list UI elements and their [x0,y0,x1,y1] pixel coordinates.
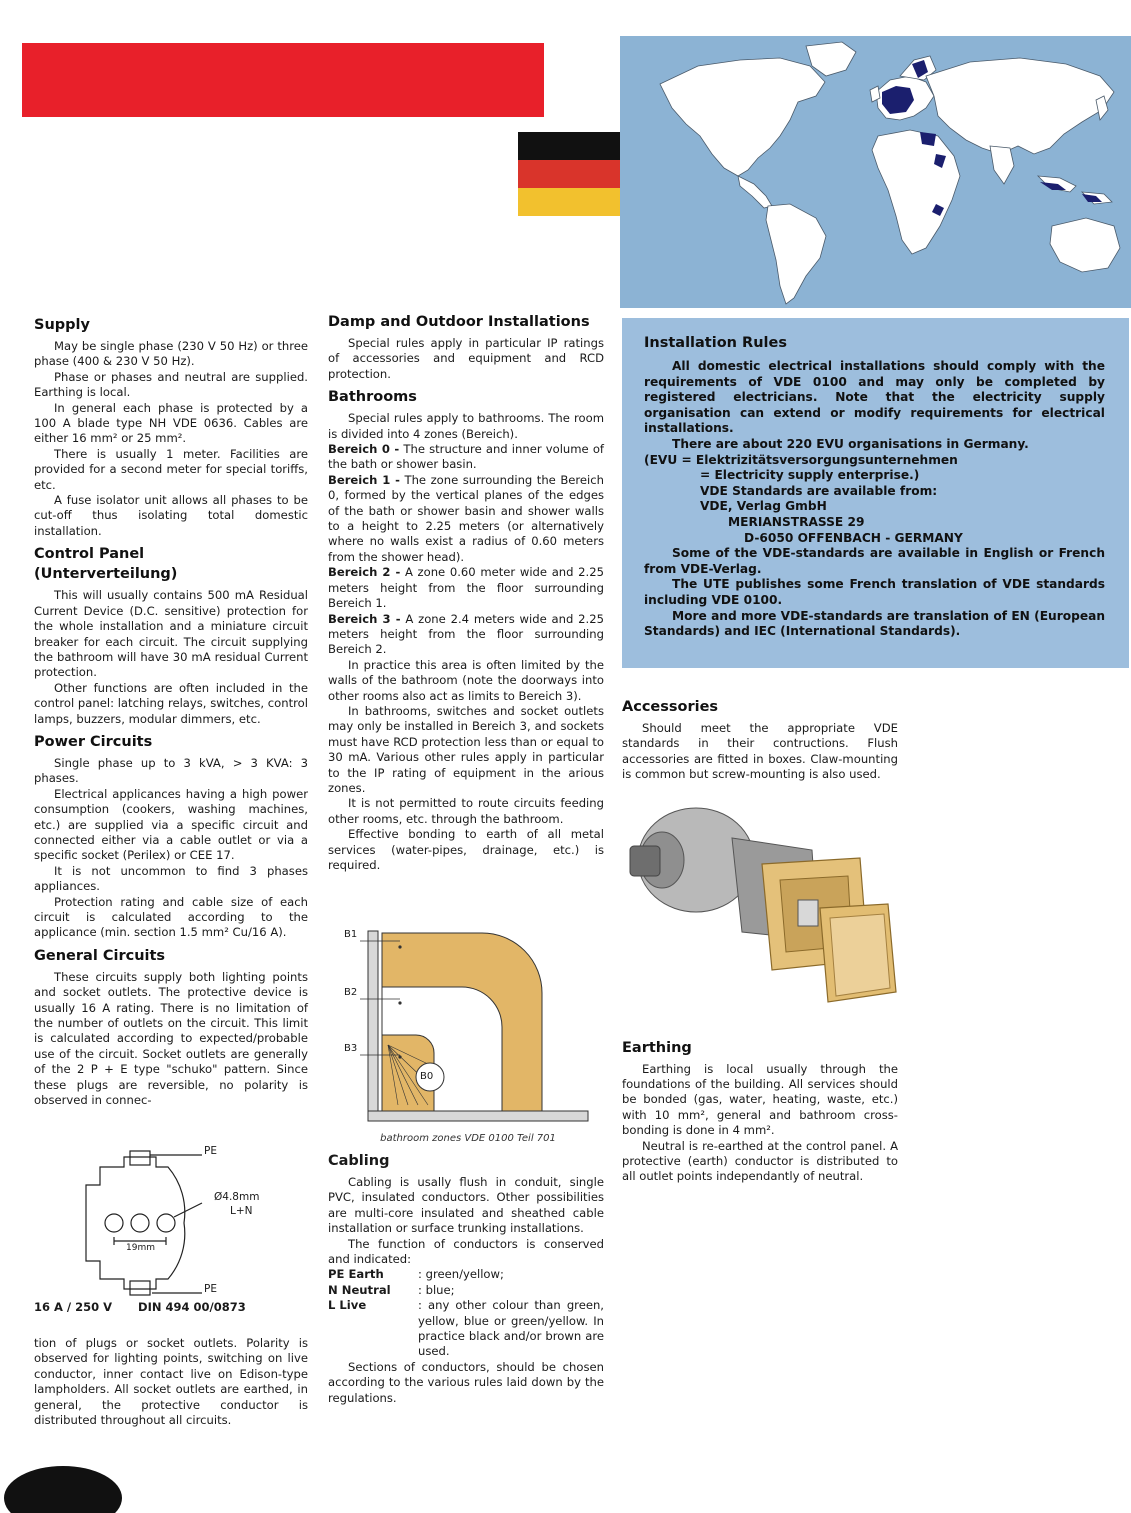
conductor-row [328,1267,604,1282]
general-circuits-paragraph: These circuits supply both lighting points and socket outlets. The protective device is usually 16 A rating. There is no limitation of the number of outlets on the circuit. This limit is calculated according to expected/probable use of the circuit. Socket outlets are generally of the 2 P + E type "schuko" pattern. Since these plugs are reversible, no polarity is observed in connec- [34,969,308,1108]
installation-rules-box [622,318,1129,668]
socket-standard: DIN 494 00/0873 [138,1300,246,1314]
rules-line: VDE, Verlag GmbH [700,499,827,514]
conductor-key: PE Earth [328,1267,384,1282]
flag-stripe-red [518,160,622,188]
rules-line: = Electricity supply enterprise.) [700,468,920,483]
supply-paragraph: A fuse isolator unit allows all phases to be cut-off thus isolating total domestic installation. [34,493,308,538]
accessories-paragraph: Should meet the appropriate VDE standards in their contructions. Flush accessories are fitted in boxes. Claw-mounting is common but screw-mounting is also used. [622,721,898,782]
general-circuits-heading: General Circuits [34,947,166,964]
flag-stripe-gold [518,188,622,216]
zone-label-b3: B3 [344,1043,358,1054]
cabling-heading: Cabling [328,1153,390,1169]
supply-paragraph: There is usually 1 meter. Facilities are provided for a second meter for special toriffs, etc. [34,446,308,492]
bathrooms-paragraph: Special rules apply to bathrooms. The room is divided into 4 zones (Bereich). [328,411,604,441]
cabling-paragraph: Cabling is usally flush in conduit, single PVC, insulated conductors. Other possibilities are multi-core insulated and sheathed cable installation or surface trunking installations. [328,1175,604,1236]
control-panel-subheading: (Unterverteilung) [34,566,178,583]
socket-label-ln: L+N [230,1205,253,1217]
title-banner [22,43,544,117]
conductor-value: : blue; [418,1282,455,1297]
conductor-value: : green/yellow; [418,1267,504,1282]
supply-heading: Supply [34,317,90,333]
bathrooms-heading: Bathrooms [328,389,417,406]
earthing-paragraph: Earthing is local usually through the foundations of the building. All services should be bonded (gas, water, heating, waste, etc.) with 10 mm², general and bathroom cross-bonding is done in 4 mm². [622,1061,898,1138]
power-circuits-paragraph: Electrical applicances having a high power consumption (cookers, washing machines, etc.) are supplied via a specific circuit and connected either via a cable outlet or via a specific socket (Perilex) or CEE 17. [34,786,308,863]
bereich-3-item [328,612,604,658]
zones-caption: bathroom zones VDE 0100 Teil 701 [380,1133,556,1144]
zone-label-b1: B1 [344,929,358,940]
rules-line: More and more VDE-standards are translation of EN (European Standards) and IEC (International Standards). [644,608,1105,639]
earthing-heading: Earthing [622,1039,692,1056]
accessories-heading: Accessories [622,699,719,715]
zone-label-b0: B0 [420,1071,434,1082]
rules-line: Some of the VDE-standards are available in English or French from VDE-Verlag. [644,546,1105,576]
bereich-0-item [328,442,604,473]
power-circuits-heading: Power Circuits [34,733,153,750]
general-circuits-continued [34,1336,308,1428]
damp-heading: Damp and Outdoor Installations [328,314,590,330]
conductor-value: : any other colour than green, yellow, blue or green/yellow. In practice black and/or brown are used. [418,1298,604,1359]
rules-line: The UTE publishes some French translation of VDE standards including VDE 0100. [644,577,1105,607]
supply-paragraph: Phase or phases and neutral are supplied. Earthing is local. [34,369,308,400]
control-panel-paragraph: Other functions are often included in the control panel: latching relays, switches, control lamps, buzzers, modular dimmers, etc. [34,680,308,726]
german-flag [518,132,622,216]
bereich-1-label: Bereich 1 - [328,472,400,487]
power-circuits-paragraph: Single phase up to 3 kVA, > 3 KVA: 3 phases. [34,755,308,786]
rules-line: (EVU = Elektrizitätsversorgungsunternehmen [644,452,958,467]
bereich-3-label: Bereich 3 - [328,611,401,626]
conductor-row [328,1283,604,1298]
power-circuits-paragraph: Protection rating and cable size of each circuit is calculated according to the applicance (min. section 1.5 mm² Cu/16 A). [34,894,308,940]
power-circuits-paragraph: It is not uncommon to find 3 phases appliances. [34,863,308,894]
rules-line: MERIANSTRASSE 29 [728,514,865,529]
flag-stripe-black [518,132,622,160]
rules-line: D-6050 OFFENBACH - GERMANY [744,530,963,545]
socket-rating: 16 A / 250 V [34,1300,113,1314]
rules-line: VDE Standards are available from: [700,483,938,498]
socket-label-pe-bottom: PE [204,1283,217,1295]
column-middle [328,307,604,873]
bereich-1-text: The zone surrounding the Bereich 0, formed by the vertical planes of the edges of the bath or shower basin and shower walls to a height to 2.25 meters (or alternatively where no walls exist a radius of 0.60 meters from the shower head). [328,472,604,564]
cabling-paragraph: Sections of conductors, should be chosen according to the various rules laid down by the regulations. [328,1359,604,1405]
bereich-2-text: A zone 0.60 meter wide and 2.25 meters height from the floor surrounding Bereich 1. [328,565,604,611]
supply-paragraph: In general each phase is protected by a 100 A blade type NH VDE 0636. Cables are either 16 mm² or 25 mm². [34,400,308,446]
socket-label-diameter: Ø4.8mm [214,1191,260,1203]
column-left [34,310,308,1108]
bereich-0-text: The structure and inner volume of the bath or shower basin. [328,442,604,472]
control-panel-heading: Control Panel [34,546,145,563]
flush-switch-illustration [622,800,900,1022]
bathrooms-paragraph: In bathrooms, switches and socket outlets may only be installed in Bereich 3, and sockets must have RCD protection less than or equal to 30 mA. Various other rules apply in particular to the IP rating of equipment in the arious zones. [328,703,604,795]
supply-paragraph: May be single phase (230 V 50 Hz) or three phase (400 & 230 V 50 Hz). [34,339,308,369]
bathrooms-paragraph: It is not permitted to route circuits feeding other rooms, etc. through the bathroom. [328,796,604,826]
bathrooms-paragraph: Effective bonding to earth of all metal services (water-pipes, drainage, etc.) is required. [328,827,604,872]
conductor-key: N Neutral [328,1282,391,1297]
cabling-paragraph: The function of conductors is conserved and indicated: [328,1236,604,1267]
bereich-2-label: Bereich 2 - [328,565,401,580]
installation-rules-heading: Installation Rules [644,335,787,351]
damp-paragraph: Special rules apply in particular IP ratings of accessories and equipment and RCD protection. [328,336,604,381]
socket-label-pe-top: PE [204,1145,217,1157]
schuko-socket-diagram [34,1145,308,1305]
zone-label-b2: B2 [344,987,358,998]
control-panel-paragraph: This will usually contains 500 mA Residual Current Device (D.C. sensitive) protection for the whole installation and a miniature circuit breaker for each circuit. The circuit supplying the bathroom will have 30 mA residual Current protection. [34,588,308,680]
bereich-0-label: Bereich 0 - [328,442,400,457]
rules-line: There are about 220 EVU organisations in Germany. [672,436,1029,451]
conductor-row [328,1298,604,1360]
socket-caption [34,1300,308,1314]
general-circuits-paragraph: tion of plugs or socket outlets. Polarity is observed for lighting points, switching on live conductor, inner contact live on Edison-type lampholders. All socket outlets are earthed, in general, the protective conductor is distributed throughout all circuits. [34,1336,308,1428]
rules-line: All domestic electrical installations should comply with the requirements of VDE 0100 and may only be completed by registered electricians. Note that the electricity supply organisation can extend or modify requirements for electrical installations. [644,359,1105,436]
bathroom-zones-diagram [332,925,604,1130]
bathrooms-paragraph: In practice this area is often limited by the walls of the bathroom (note the doorways into other rooms also act as limits to Bereich 3). [328,657,604,703]
socket-label-spacing: 19mm [126,1243,155,1253]
world-map-graphic [620,36,1131,308]
bereich-2-item [328,565,604,611]
cabling-section [328,1152,604,1406]
conductor-key: L Live [328,1298,367,1313]
page-number-badge [4,1466,122,1513]
bereich-3-text: A zone 2.4 meters wide and 2.25 meters height from the floor surrounding Bereich 2. [328,611,604,657]
bereich-1-item [328,473,604,565]
earthing-paragraph: Neutral is re-earthed at the control panel. A protective (earth) conductor is distributed to all outlet points independantly of neutral. [622,1138,898,1184]
world-map [620,36,1131,308]
